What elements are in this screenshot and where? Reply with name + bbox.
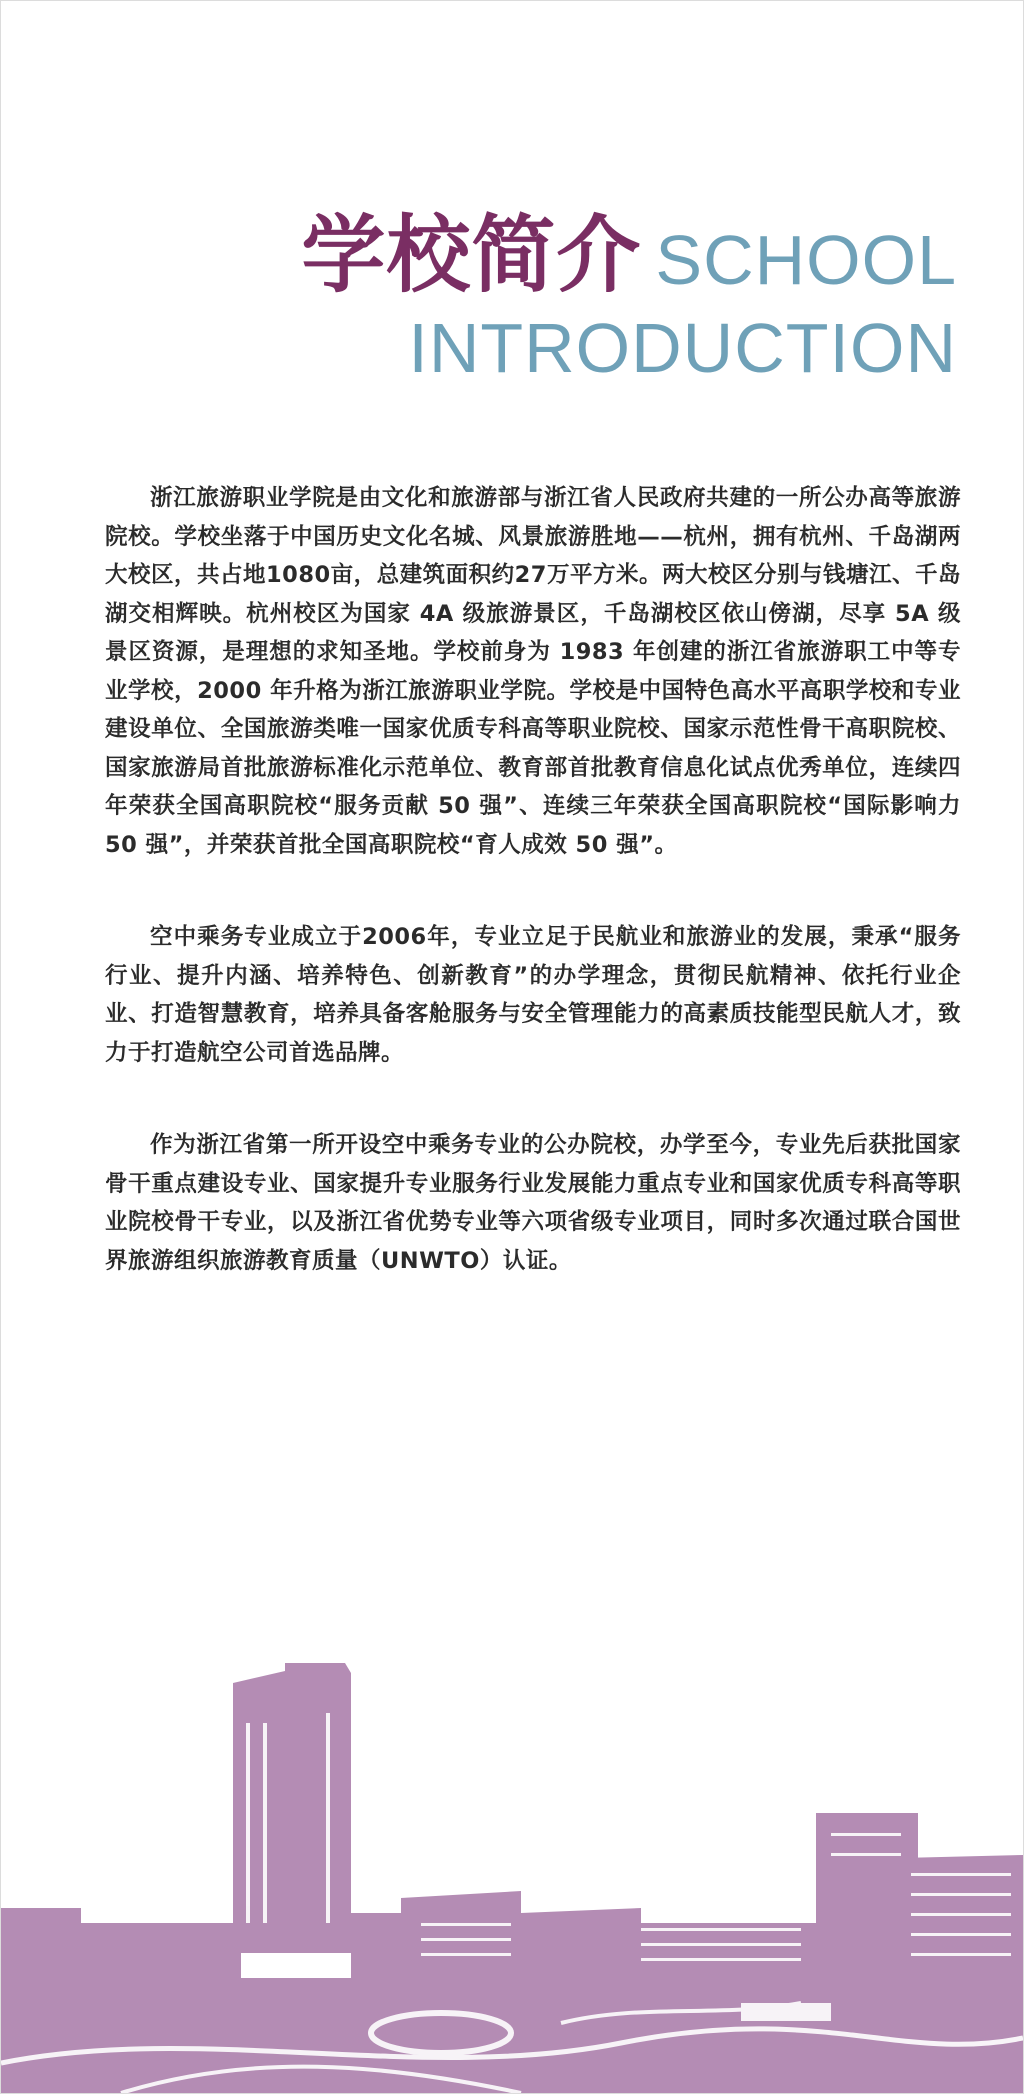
paragraph-achievements: 作为浙江省第一所开设空中乘务专业的公办院校，办学至今，专业先后获批国家骨干重点建设专业、国家提升专业服务行业发展能力重点专业和国家优质专科高等职业院校骨干专业，以及浙江省优势专业等六项省级专业项目，同时多次通过联合国世界旅游组织旅游教育质量（UNWTO）认证。 bbox=[105, 1132, 961, 1274]
paragraph-flight-attendant-major: 空中乘务专业成立于2006年，专业立足于民航业和旅游业的发展，秉承“服务行业、提升内涵、培养特色、创新教育”的办学理念，贯彻民航精神、依托行业企业、打造智慧教育，培养具备客舱服务与安全管理能力的高素质技能型民航人才，致力于打造航空公司首选品牌。 bbox=[105, 924, 961, 1066]
paragraph-school-overview: 浙江旅游职业学院是由文化和旅游部与浙江省人民政府共建的一所公办高等旅游院校。学校坐落于中国历史文化名城、风景旅游胜地——杭州，拥有杭州、千岛湖两大校区，共占地1080亩，总建筑面积约27万平方米。两大校区分别与钱塘江、千岛湖交相辉映。杭州校区为国家 4A 级旅游景区，千岛湖校区依山傍湖，尽享 5A 级景区资源，是理想的求知圣地。学校前身为 1983 年创建的浙江省旅游职工中等专业学校，2000 年升格为浙江旅游职业学院。学校是中国特色高水平高职学校和专业建设单位、全国旅游类唯一国家优质专科高等职业院校、国家示范性骨干高职院校、国家旅游局首批旅游标准化示范单位、教育部首批教育信息化试点优秀单位，连续四年荣获全国高职院校“服务贡献 50 强”、连续三年荣获全国高职院校“国际影响力 50 强”，并荣获首批全国高职院校“育人成效 50 强”。 bbox=[105, 485, 961, 858]
title-line-1 bbox=[301, 206, 957, 304]
title-english-school: SCHOOL bbox=[655, 221, 957, 299]
title-block bbox=[301, 206, 957, 387]
campus-skyline-illustration bbox=[1, 1623, 1023, 2093]
title-chinese: 学校简介 bbox=[301, 206, 642, 304]
title-english-introduction: INTRODUCTION bbox=[408, 309, 957, 387]
introduction-text bbox=[105, 479, 961, 1280]
